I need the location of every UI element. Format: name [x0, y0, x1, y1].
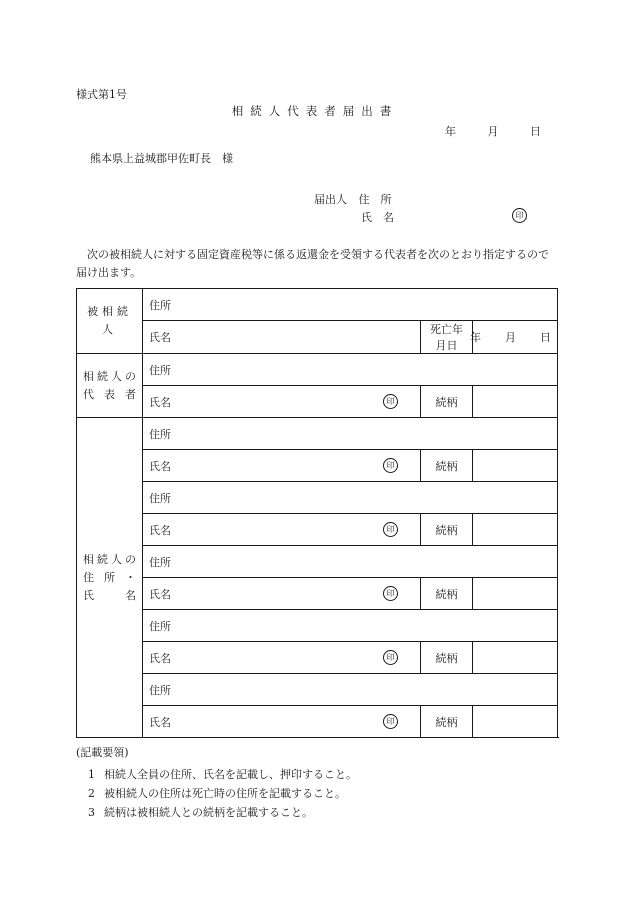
- seal-icon: 印: [383, 522, 398, 537]
- relationship-label: 続柄: [435, 395, 458, 409]
- relationship-label: 続柄: [435, 651, 458, 665]
- representative-label-line2: 代表者: [83, 387, 136, 401]
- applicant-name-label: 氏 名: [361, 211, 394, 224]
- heirs-header: [77, 418, 143, 738]
- heir-relationship-header: [421, 578, 473, 610]
- heir-address-row: [77, 610, 558, 642]
- heir-name-row: [77, 450, 558, 482]
- seal-icon: 印: [383, 586, 398, 601]
- representative-header: [77, 354, 143, 418]
- heir-name-row: [77, 514, 558, 546]
- relationship-label: 続柄: [435, 715, 458, 729]
- seal-icon: 印: [383, 714, 398, 729]
- heir-address-row: [77, 482, 558, 514]
- note-number: 2: [88, 787, 95, 800]
- heir-address-field[interactable]: [143, 482, 558, 514]
- address-label: 住所: [149, 619, 171, 633]
- applicant-seal: [512, 208, 527, 223]
- heir-relationship-field[interactable]: [473, 706, 558, 738]
- applicant-label: 届出人: [314, 193, 347, 206]
- heir-address-field[interactable]: [143, 610, 558, 642]
- heir-relationship-field[interactable]: [473, 514, 558, 546]
- heir-relationship-field[interactable]: [473, 578, 558, 610]
- heir-relationship-header: [421, 706, 473, 738]
- relationship-label: 続柄: [435, 459, 458, 473]
- note-text: 続柄は被相続人との続柄を記載すること。: [104, 806, 313, 819]
- date-header: [445, 123, 541, 139]
- heir-name-field[interactable]: [143, 706, 421, 738]
- heir-name-field[interactable]: [143, 514, 421, 546]
- representative-relationship-field[interactable]: [473, 386, 558, 418]
- seal-icon: 印: [383, 650, 398, 665]
- address-label: 住所: [149, 683, 171, 697]
- heir-address-field[interactable]: [143, 546, 558, 578]
- name-label: 氏名: [149, 651, 171, 665]
- death-date-label: 死亡年月日: [430, 323, 463, 352]
- heir-name-field[interactable]: [143, 450, 421, 482]
- decedent-address-row: [77, 289, 558, 321]
- heir-address-field[interactable]: [143, 418, 558, 450]
- representative-name-row: [77, 386, 558, 418]
- note-number: 3: [88, 806, 95, 819]
- heirs-label-line2: 住所・: [83, 570, 136, 584]
- notes-heading: (記載要領): [76, 746, 129, 759]
- name-label: 氏名: [149, 715, 171, 729]
- address-label: 住所: [149, 298, 171, 312]
- representative-name-field[interactable]: [143, 386, 421, 418]
- applicant-address-label: 住 所: [358, 193, 392, 206]
- decedent-header: [77, 289, 143, 354]
- death-month-label: 月: [505, 331, 516, 344]
- decedent-name-row: [77, 321, 558, 354]
- decedent-label: 被相続人: [87, 305, 132, 336]
- note-number: 1: [88, 768, 95, 781]
- heir-name-field[interactable]: [143, 642, 421, 674]
- applicant-address-line: [314, 191, 392, 207]
- representative-relationship-header: [421, 386, 473, 418]
- heir-name-row: [77, 578, 558, 610]
- relationship-label: 続柄: [435, 587, 458, 601]
- heir-relationship-header: [421, 642, 473, 674]
- note-item: [88, 785, 346, 801]
- heir-name-row: [77, 642, 558, 674]
- representative-label-line1: 相続人の: [83, 369, 136, 383]
- seal-icon: 印: [383, 458, 398, 473]
- name-label: 氏名: [149, 523, 171, 537]
- date-day-label: 日: [530, 125, 541, 138]
- heirs-label-line1: 相続人の: [83, 552, 136, 566]
- heir-address-row: [77, 418, 558, 450]
- heirs-label-line3: 氏名: [83, 588, 136, 602]
- note-text: 被相続人の住所は死亡時の住所を記載すること。: [104, 787, 346, 800]
- heir-address-field[interactable]: [143, 674, 558, 706]
- document-title: 相続人代表者届出書: [231, 104, 399, 118]
- name-label: 氏名: [149, 395, 171, 409]
- heir-relationship-header: [421, 514, 473, 546]
- heir-address-row: [77, 546, 558, 578]
- heir-name-row: [77, 706, 558, 738]
- death-date-header: [421, 321, 473, 354]
- note-item: [88, 766, 357, 782]
- death-date-field[interactable]: [470, 321, 558, 354]
- declaration-table: [76, 288, 558, 738]
- heir-relationship-header: [421, 450, 473, 482]
- note-item: [88, 804, 313, 820]
- address-label: 住所: [149, 363, 171, 377]
- addressee: 熊本県上益城郡甲佐町長 様: [90, 152, 233, 165]
- decedent-name-field[interactable]: [143, 321, 421, 354]
- address-label: 住所: [149, 427, 171, 441]
- address-label: 住所: [149, 555, 171, 569]
- death-day-label: 日: [540, 331, 551, 344]
- representative-address-field[interactable]: [143, 354, 558, 386]
- note-text: 相続人全員の住所、氏名を記載し、押印すること。: [104, 768, 357, 781]
- decedent-address-field[interactable]: [143, 289, 558, 321]
- death-year-label: 年: [470, 331, 481, 344]
- name-label: 氏名: [149, 459, 171, 473]
- seal-icon: 印: [512, 208, 527, 223]
- body-text: 次の被相続人に対する固定資産税等に係る返還金を受領する代表者を次のとおり指定するので届け出ます。: [76, 248, 549, 279]
- heir-relationship-field[interactable]: [473, 642, 558, 674]
- relationship-label: 続柄: [435, 523, 458, 537]
- name-label: 氏名: [149, 331, 171, 344]
- address-label: 住所: [149, 491, 171, 505]
- seal-icon: 印: [383, 394, 398, 409]
- date-month-label: 月: [487, 125, 499, 138]
- date-year-label: 年: [445, 125, 456, 138]
- heir-address-row: [77, 674, 558, 706]
- form-number: 様式第1号: [76, 88, 127, 101]
- heir-name-field[interactable]: [143, 578, 421, 610]
- representative-address-row: [77, 354, 558, 386]
- name-label: 氏名: [149, 587, 171, 601]
- heir-relationship-field[interactable]: [473, 450, 558, 482]
